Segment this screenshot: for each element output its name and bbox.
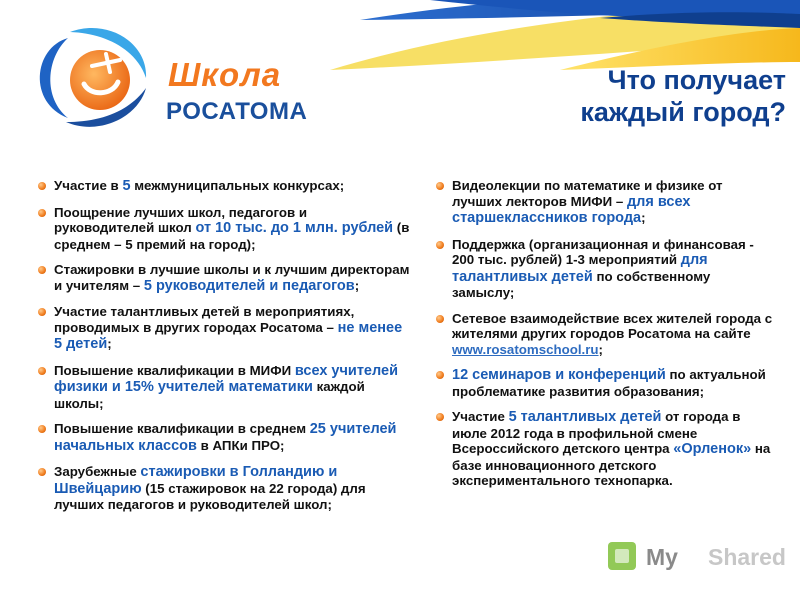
item-text: в АПКи ПРО; — [196, 437, 285, 453]
list-item — [436, 237, 776, 301]
orange-dot-bullet-icon — [38, 367, 46, 375]
list-item — [38, 363, 410, 412]
highlight-text: 5 талантливых детей — [508, 409, 662, 425]
list-item — [436, 311, 776, 358]
item-text: на базе инновационного детского экспериментального технопарка. — [452, 441, 771, 488]
list-item — [38, 304, 410, 353]
orange-dot-bullet-icon — [436, 413, 444, 421]
item-text: Зарубежные — [54, 464, 141, 479]
school-rosatom-logo-icon — [28, 18, 168, 138]
highlight-text: стажировки в Голландию и Швейцарию — [54, 464, 338, 497]
orange-dot-bullet-icon — [38, 209, 46, 217]
item-text: по собственному замыслу; — [452, 268, 711, 300]
slide-title — [580, 64, 786, 128]
highlight-text: 5 — [122, 178, 131, 194]
list-item — [436, 367, 776, 399]
item-text: Сетевое взаимодействие всех жителей города с жителями других городов Росатома на сайте — [452, 310, 773, 341]
website-link[interactable]: www.rosatomschool.ru — [452, 341, 599, 357]
list-item — [38, 178, 410, 195]
list-item — [436, 409, 776, 489]
item-text: ; — [354, 277, 360, 293]
highlight-text: «Орленок» — [673, 441, 752, 457]
list-item — [38, 464, 410, 513]
item-text: Повышение квалификации в МИФИ — [54, 362, 295, 378]
highlight-text: для всех старшеклассников города — [452, 193, 691, 226]
orange-dot-bullet-icon — [436, 315, 444, 323]
item-text: (15 стажировок на 22 города) для лучших педагогов и руководителей школ; — [54, 480, 366, 512]
right-bullet-list — [436, 178, 776, 499]
list-item — [38, 421, 410, 454]
item-text: ; — [641, 210, 646, 225]
orange-dot-bullet-icon — [38, 308, 46, 316]
orange-dot-bullet-icon — [436, 182, 444, 190]
orange-dot-bullet-icon — [436, 371, 444, 379]
item-text: Видеолекции по математике и физике от лучших лекторов МИФИ – — [452, 178, 723, 209]
item-text: каждой школы; — [54, 379, 365, 411]
item-text: ; — [107, 336, 112, 351]
orange-dot-bullet-icon — [38, 425, 46, 433]
logo-text-school: Школа — [168, 56, 282, 93]
highlight-text: всех учителей физики и 15% учителей математики — [54, 362, 398, 395]
highlight-text: для талантливых детей — [452, 252, 708, 285]
orange-dot-bullet-icon — [38, 182, 46, 190]
highlight-text: 25 учителей начальных классов — [54, 421, 397, 454]
item-text: Повышение квалификации в среднем — [54, 421, 310, 436]
item-text: Участие — [452, 409, 509, 424]
item-text: ; — [598, 341, 603, 357]
list-item — [38, 262, 410, 294]
highlight-text: 12 семинаров и конференций — [452, 367, 666, 383]
highlight-text: 5 руководителей и педагогов — [143, 277, 355, 294]
orange-dot-bullet-icon — [38, 468, 46, 476]
watermark-text-shared: Shared — [708, 544, 786, 570]
list-item — [436, 178, 776, 227]
highlight-text: от 10 тыс. до 1 млн. рублей — [195, 220, 394, 236]
watermark-text-my: My — [646, 544, 678, 570]
orange-dot-bullet-icon — [38, 266, 46, 274]
item-text: от города в июле 2012 года в профильной смене Всероссийского детского центра — [452, 409, 741, 456]
highlight-text: не менее 5 детей — [54, 319, 403, 352]
item-text: Поддержка (организационная и финансовая - 200 тыс. рублей) 1-3 мероприятий — [452, 236, 754, 267]
item-text: по актуальной проблематике развития образования; — [452, 367, 766, 399]
slide-title-line2: каждый город? — [580, 97, 786, 127]
left-bullet-list — [38, 178, 410, 523]
logo-text-rosatom: РОСАТОМА — [166, 98, 308, 125]
item-text: межмуниципальных конкурсах; — [130, 178, 345, 193]
orange-dot-bullet-icon — [436, 241, 444, 249]
list-item — [38, 205, 410, 253]
slide-title-line1: Что получает — [607, 65, 786, 95]
item-text: Участие в — [54, 178, 123, 193]
item-text: (в среднем – 5 премий на город); — [54, 220, 410, 252]
item-text: Поощрение лучших школ, педагогов и руководителей школ — [54, 204, 308, 235]
item-text: Стажировки в лучшие школы и к лучшим директорам и учителям – — [54, 262, 410, 293]
item-text: Участие талантливых детей в мероприятиях, проводимых в других городах Росатома – — [54, 304, 355, 335]
